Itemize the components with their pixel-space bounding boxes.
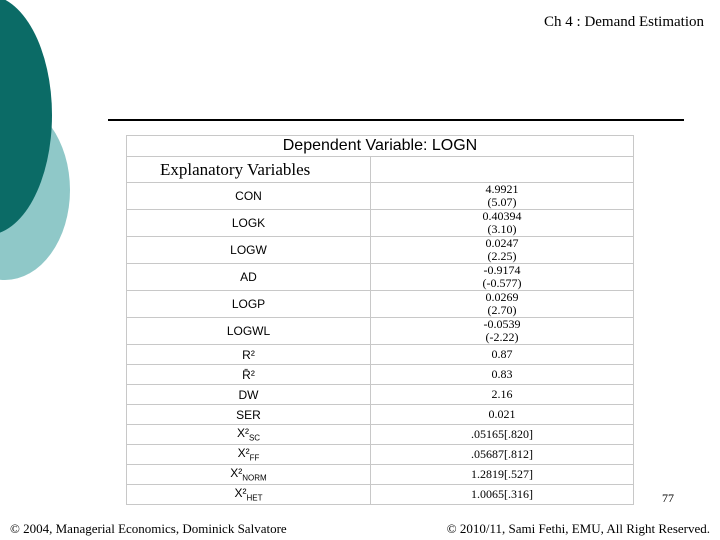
footer-left: © 2004, Managerial Economics, Dominick Salvatore [10,521,287,536]
table-row [127,183,634,210]
regression-table [126,135,634,505]
adjusted-r-squared-label: R̄² [127,365,371,385]
t-statistic: (2.25) [487,249,517,263]
test-value: .05687[.812] [371,445,634,465]
t-statistic: (-0.577) [482,276,522,290]
dependent-variable-title: Dependent Variable: LOGN [127,136,634,157]
table-row [127,210,634,237]
table-row [127,405,634,425]
table-row [127,425,634,445]
page-number: 77 [662,491,674,505]
adjusted-r-squared-value: 0.83 [371,365,634,385]
variable-label: LOGW [127,237,371,264]
test-label: $X^2_{FF}$ [127,445,371,465]
variable-label: CON [127,183,371,210]
t-statistic: (2.70) [487,303,517,317]
table-row [127,291,634,318]
table-row [127,445,634,465]
table-row [127,318,634,345]
table-row [127,485,634,505]
variable-label: LOGWL [127,318,371,345]
coefficient: 4.9921 [485,182,519,196]
t-statistic: (3.10) [487,222,517,236]
chapter-title: Ch 4 : Demand Estimation [544,14,704,30]
coefficient: 0.0247 [485,236,519,250]
table-row [127,345,634,365]
r-squared-label: R² [127,345,371,365]
ser-value: 0.021 [371,405,634,425]
coefficient: -0.0539 [483,317,521,331]
table-row [127,365,634,385]
variable-label: LOGP [127,291,371,318]
test-label: $X^2_{HET}$ [127,485,371,505]
variable-label: AD [127,264,371,291]
variable-label: LOGK [127,210,371,237]
dw-value: 2.16 [371,385,634,405]
header-rule [108,119,684,121]
explanatory-variables-header: Explanatory Variables [127,157,371,183]
coefficient: -0.9174 [483,263,521,277]
coefficient: 0.0269 [485,290,519,304]
test-value: 1.0065[.316] [371,485,634,505]
t-statistic: (5.07) [487,195,517,209]
table-row [127,385,634,405]
test-label: $X^2_{NORM}$ [127,465,371,485]
footer-right: © 2010/11, Sami Fethi, EMU, All Right Reserved. [446,521,710,536]
r-squared-value: 0.87 [371,345,634,365]
coefficient: 0.40394 [482,209,522,223]
table-row [127,465,634,485]
test-label: $X^2_{SC}$ [127,425,371,445]
dw-label: DW [127,385,371,405]
ser-label: SER [127,405,371,425]
table-row [127,237,634,264]
test-value: .05165[.820] [371,425,634,445]
table-row [127,264,634,291]
test-value: 1.2819[.527] [371,465,634,485]
t-statistic: (-2.22) [485,330,519,344]
